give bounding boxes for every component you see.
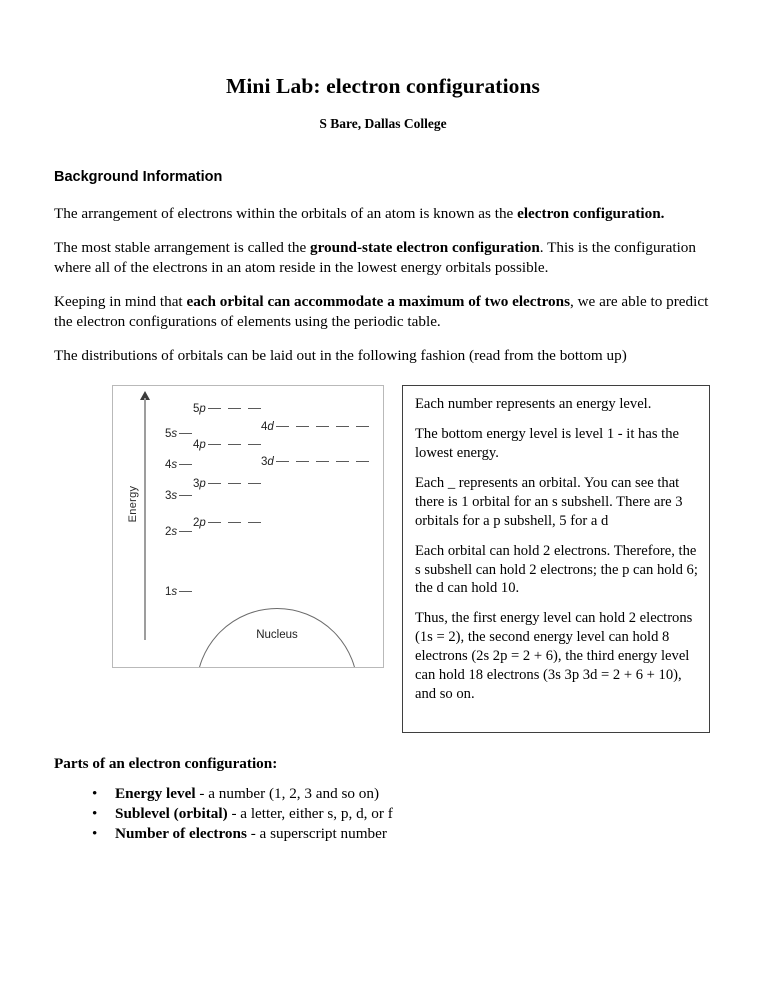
orbital-3p [193, 478, 261, 490]
list-item-description: a superscript number [259, 825, 387, 843]
list-item-term: Sublevel (orbital) [115, 804, 228, 822]
figure-row [54, 385, 712, 737]
orbital-dash [228, 522, 241, 524]
list-item [92, 824, 712, 844]
orbital-dash [179, 464, 192, 466]
orbital-4p [193, 439, 261, 451]
paragraph-text: The arrangement of electrons within the orbitals of an atom is known as the [54, 205, 518, 222]
paragraph-text-cont: , we are able to predict the electron configurations of elements using the periodic table. [54, 293, 709, 330]
orbital-label-4s: 4s [165, 458, 178, 471]
orbital-dashes-3p [208, 483, 261, 485]
orbital-dash [316, 426, 329, 428]
orbital-dash [248, 522, 261, 524]
energy-level-diagram [112, 385, 384, 668]
explanation-paragraph: Each orbital can hold 2 electrons. Therefore, the s subshell can hold 2 electrons; the p can hold 6; the d can hold 10. [415, 542, 698, 597]
orbital-dash [179, 433, 192, 435]
orbital-2s [165, 526, 192, 538]
orbital-1s [165, 586, 192, 598]
list-item-separator: - [195, 784, 209, 802]
orbital-label-2s: 2s [165, 525, 178, 538]
explanation-box [402, 385, 710, 733]
list-item-description: a letter, either s, p, d, or f [240, 804, 393, 822]
orbital-dashes-5s [179, 433, 192, 435]
orbital-dash [179, 531, 192, 533]
orbital-3d [261, 456, 369, 468]
orbital-dash [276, 426, 289, 428]
energy-axis-label: Energy [127, 485, 139, 523]
author-byline: S Bare, Dallas College [319, 116, 447, 131]
list-item-term: Energy level [115, 784, 196, 802]
emphasis-electron-configuration: electron configuration. [517, 205, 665, 222]
orbital-dashes-2s [179, 531, 192, 533]
paragraph-distribution-intro: The distributions of orbitals can be laid out in the following fashion (read from the bottom up) [54, 347, 627, 365]
explanation-paragraph: Each number represents an energy level. [415, 395, 652, 412]
paragraph-text: The most stable arrangement is called the [54, 239, 310, 257]
orbital-dashes-4s [179, 464, 192, 466]
orbital-2p [193, 517, 261, 529]
list-item-term: Number of electrons [115, 825, 247, 843]
explanation-paragraph: Thus, the first energy level can hold 2 electrons (1s = 2), the second energy level can hold 8 electrons (2s 2p = 2 + 6), the third energy level can hold 18 electrons (3s 3p 3d = 2 + 6 + 10), and so on. [415, 610, 693, 703]
bullet-icon: • [92, 804, 98, 822]
orbital-label-3s: 3s [165, 489, 178, 502]
orbital-dash [296, 426, 309, 428]
orbital-label-1s: 1s [165, 585, 178, 598]
orbital-dash [208, 483, 221, 485]
paragraph-text: Keeping in mind that [54, 293, 187, 311]
orbital-label-4d: 4d [261, 420, 274, 433]
paragraph-text-cont: . This is the configuration where all of the electrons in an atom reside in the lowest energy orbitals possible. [54, 239, 696, 276]
energy-axis-line [144, 398, 146, 640]
orbital-dash [228, 483, 241, 485]
orbital-4d [261, 421, 369, 433]
orbital-dash [208, 408, 221, 410]
orbital-dash [248, 483, 261, 485]
orbital-dashes-3d [276, 461, 369, 463]
document-content [54, 0, 712, 844]
orbital-3s [165, 490, 192, 502]
emphasis-two-electrons: each orbital can accommodate a maximum of two electrons [186, 293, 570, 311]
paragraph-definition [54, 185, 712, 223]
orbital-dash [179, 495, 192, 497]
orbital-dash [296, 461, 309, 463]
orbital-dashes-1s [179, 591, 192, 593]
section-heading-background: Background Information [54, 169, 223, 185]
orbital-dash [336, 426, 349, 428]
list-item [92, 804, 712, 824]
list-item [92, 784, 712, 804]
orbital-dash [179, 591, 192, 593]
orbital-dash [276, 461, 289, 463]
orbital-label-3p: 3p [193, 477, 206, 490]
parts-heading: Parts of an electron configuration: [54, 754, 278, 772]
paragraph-two-electrons [54, 277, 712, 331]
parts-list [54, 773, 712, 845]
explanation-paragraph: Each _ represents an orbital. You can see that there is 1 orbital for an s subshell. There are 3 orbitals for a p subshell, 5 for a d [415, 474, 683, 529]
explanation-paragraph: The bottom energy level is level 1 - it has the lowest energy. [415, 425, 679, 461]
orbital-5p [193, 403, 261, 415]
orbital-dash [208, 444, 221, 446]
orbital-dash [248, 444, 261, 446]
orbital-label-5s: 5s [165, 427, 178, 440]
orbital-dash [316, 461, 329, 463]
orbital-dashes-2p [208, 522, 261, 524]
orbital-dash [248, 408, 261, 410]
bullet-icon: • [92, 825, 98, 843]
orbital-label-5p: 5p [193, 402, 206, 415]
orbital-dash [356, 426, 369, 428]
list-item-separator: - [227, 804, 241, 822]
orbital-label-4p: 4p [193, 438, 206, 451]
page-title: Mini Lab: electron configurations [225, 74, 541, 98]
orbital-dashes-5p [208, 408, 261, 410]
orbital-dashes-4d [276, 426, 369, 428]
orbital-label-3d: 3d [261, 455, 274, 468]
orbital-dash [228, 408, 241, 410]
orbital-5s [165, 428, 192, 440]
orbital-label-2p: 2p [193, 516, 206, 529]
emphasis-ground-state: ground-state electron configuration [310, 239, 540, 257]
nucleus-label: Nucleus [256, 628, 298, 641]
orbital-dash [208, 522, 221, 524]
orbital-dashes-4p [208, 444, 261, 446]
orbital-dash [228, 444, 241, 446]
orbital-dashes-3s [179, 495, 192, 497]
bullet-icon: • [92, 784, 98, 802]
orbital-dash [356, 461, 369, 463]
paragraph-ground-state [54, 223, 712, 277]
orbital-4s [165, 459, 192, 471]
list-item-description: a number (1, 2, 3 and so on) [208, 784, 380, 802]
list-item-separator: - [246, 825, 260, 843]
orbital-dash [336, 461, 349, 463]
